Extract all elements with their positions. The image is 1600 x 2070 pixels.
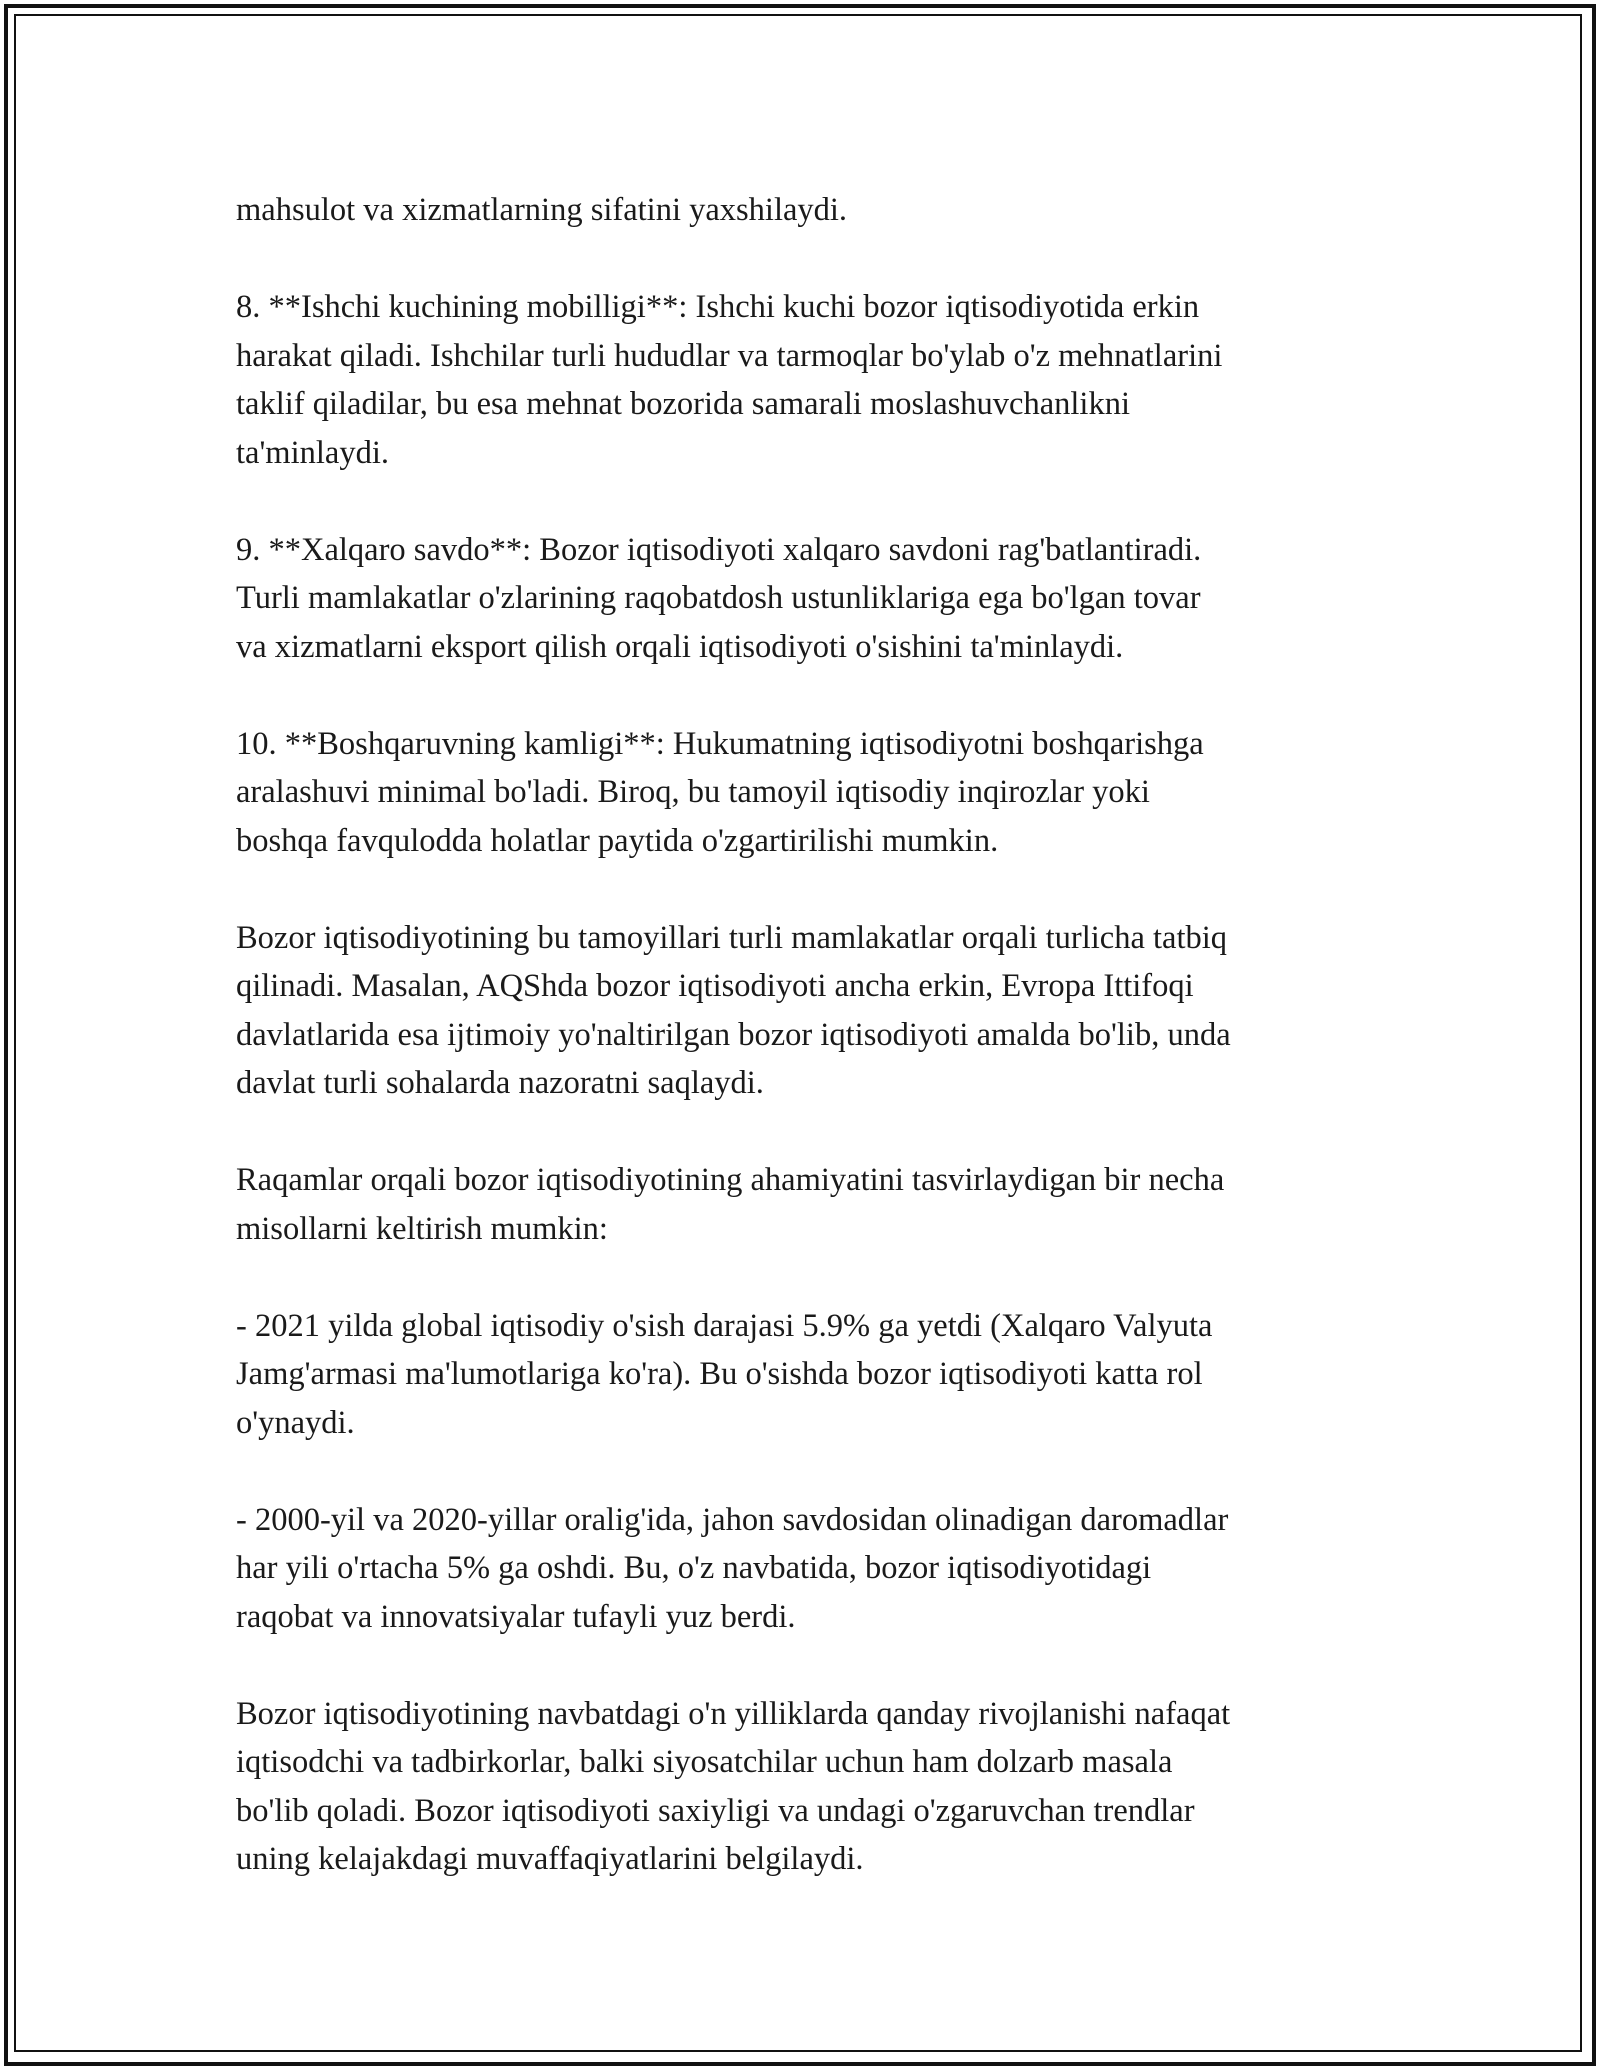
paragraph-item-9-international-trade: 9. **Xalqaro savdo**: Bozor iqtisodiyoti xalqaro savdoni rag'batlantiradi. Turli mamlakatlar o'zlarining raqobatdosh ustunliklariga ega bo'lgan tovar va xizmatlarni eksport qilish orqali iqtisodiyoti o'sishini ta'minlaydi.	[236, 531, 1202, 665]
paragraph-conclusion: Bozor iqtisodiyotining navbatdagi o'n yilliklarda qanday rivojlanishi nafaqat iqtisodchi va tadbirkorlar, balki siyosatchilar uchun ham dolzarb masala bo'lib qoladi. Bozor iqtisodiyoti saxiyligi va undagi o'zgaruvchan trendlar uning kelajakdagi muvaffaqiyatlarini belgilaydi.	[236, 1695, 1231, 1877]
paragraph-bullet-2021-growth: - 2021 yilda global iqtisodiy o'sish darajasi 5.9% ga yetdi (Xalqaro Valyuta Jamg'armasi ma'lumotlariga ko'ra). Bu o'sishda bozor iqtisodiyoti katta rol o'ynaydi.	[236, 1307, 1213, 1441]
document-body	[236, 186, 1376, 1884]
paragraph-continuation: mahsulot va xizmatlarning sifatini yaxshilaydi.	[236, 192, 848, 228]
paragraph-item-10-limited-governance: 10. **Boshqaruvning kamligi**: Hukumatning iqtisodiyotni boshqarishga aralashuvi minimal bo'ladi. Biroq, bu tamoyil iqtisodiy inqirozlar yoki boshqa favqulodda holatlar paytida o'zgartirilishi mumkin.	[236, 725, 1204, 859]
paragraph-figures-intro: Raqamlar orqali bozor iqtisodiyotining ahamiyatini tasvirlaydigan bir necha misollarni keltirish mumkin:	[236, 1162, 1225, 1247]
paragraph-item-8-labor-mobility: 8. **Ishchi kuchining mobilligi**: Ishchi kuchi bozor iqtisodiyotida erkin harakat qiladi. Ishchilar turli hududlar va tarmoqlar bo'ylab o'z mehnatlarini taklif qiladilar, bu esa mehnat bozorida samarali moslashuvchanlikni ta'minlaydi.	[236, 289, 1223, 471]
paragraph-country-examples: Bozor iqtisodiyotining bu tamoyillari turli mamlakatlar orqali turlicha tatbiq qilinadi. Masalan, AQShda bozor iqtisodiyoti ancha erkin, Evropa Ittifoqi davlatlarida esa ijtimoiy yo'naltirilgan bozor iqtisodiyoti amalda bo'lib, unda davlat turli sohalarda nazoratni saqlaydi.	[236, 919, 1231, 1101]
paragraph-bullet-trade-income: - 2000-yil va 2020-yillar oralig'ida, jahon savdosidan olinadigan daromadlar har yili o'rtacha 5% ga oshdi. Bu, o'z navbatida, bozor iqtisodiyotidagi raqobat va innovatsiyalar tufayli yuz berdi.	[236, 1501, 1229, 1635]
